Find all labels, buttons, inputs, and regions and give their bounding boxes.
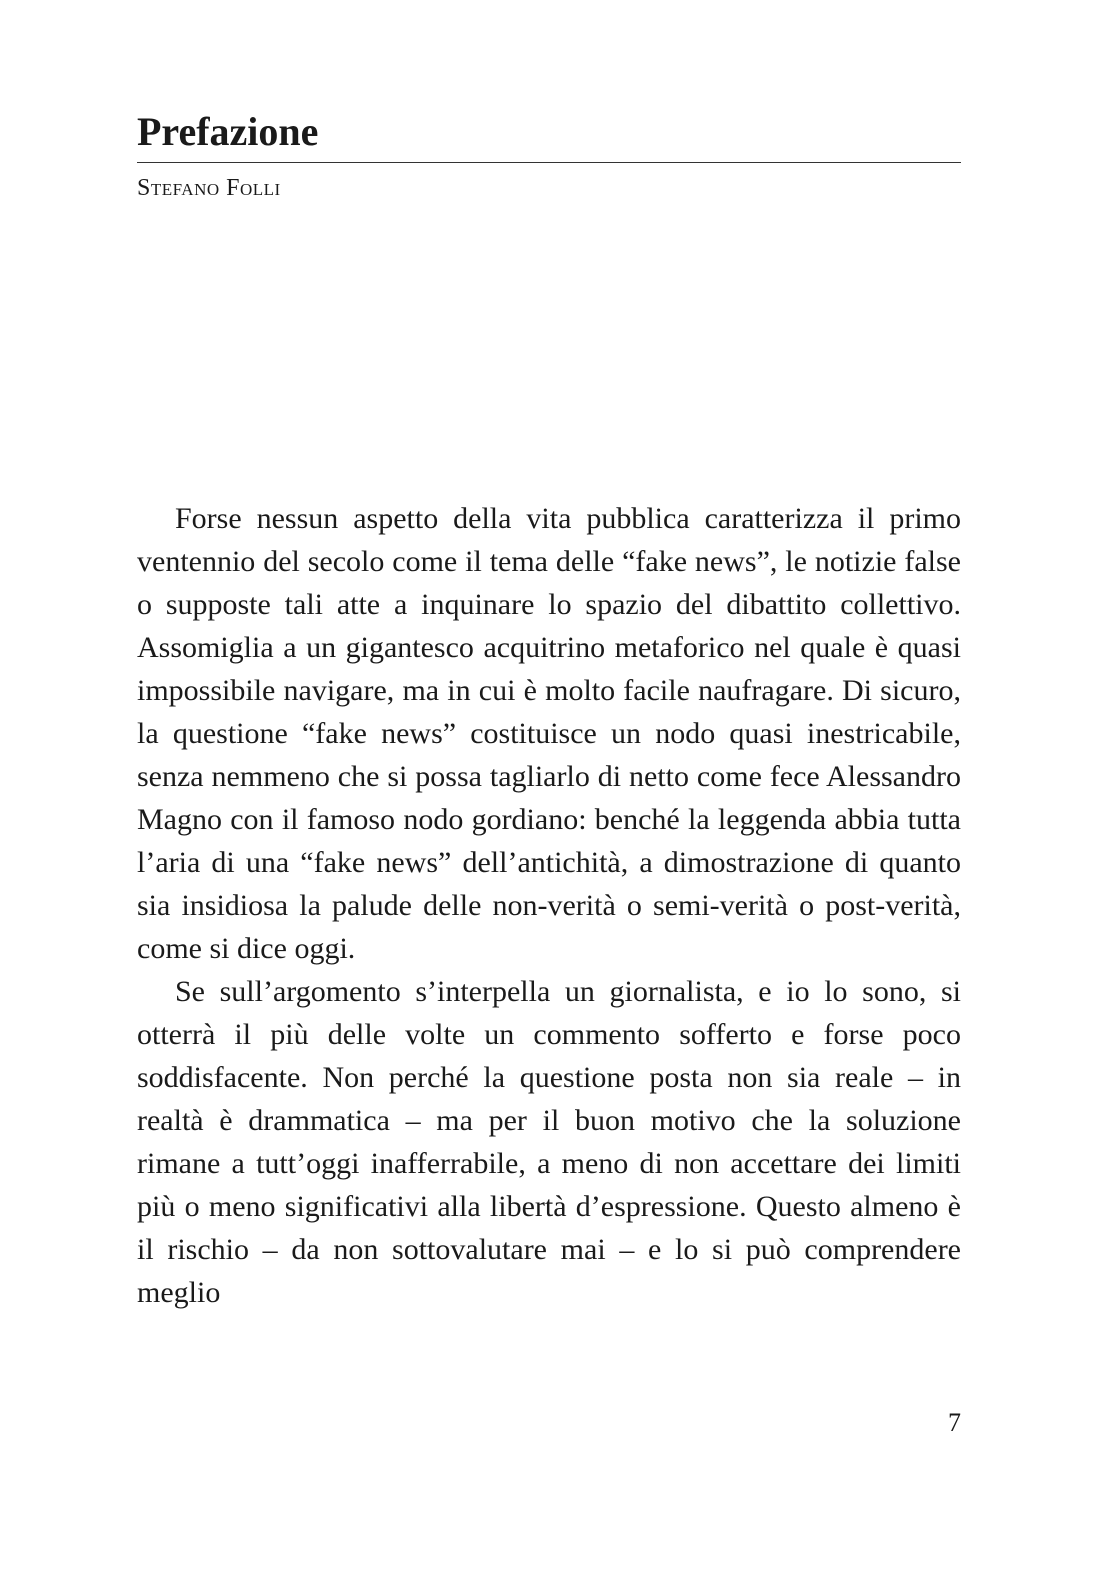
page-number: 7 [948,1408,961,1437]
body-text [137,497,961,1314]
author-name: Stefano Folli [137,175,281,201]
paragraph: Forse nessun aspetto della vita pubblica caratterizza il primo ventennio del secolo come il tema delle “fake news”, le notizie false o supposte tali atte a inquinare lo spazio del dibattito collettivo. Assomiglia a un gigantesco acquitrino metaforico nel quale è quasi impossibile navigare, ma in cui è molto facile naufragare. Di sicuro, la questione “fake news” costituisce un nodo quasi inestricabile, senza nemmeno che si possa tagliarlo di netto come fece Alessandro Magno con il famoso nodo gordiano: benché la leggenda abbia tutta l’aria di una “fake news” dell’antichità, a dimostrazione di quanto sia insidiosa la palude delle non-verità o semi-verità o post-verità, come si dice oggi. [137,502,961,965]
title-divider [137,162,961,163]
chapter-title: Prefazione [137,109,319,154]
paragraph: Se sull’argomento s’interpella un giornalista, e io lo sono, si otterrà il più delle volte un commento sofferto e forse poco soddisfacente. Non perché la questione posta non sia reale – in realtà è drammatica – ma per il buon motivo che la soluzione rimane a tutt’oggi inafferrabile, a meno di non accettare dei limiti più o meno significativi alla libertà d’espressione. Questo almeno è il rischio – da non sottovalutare mai – e lo si può comprendere meglio [137,975,961,1309]
